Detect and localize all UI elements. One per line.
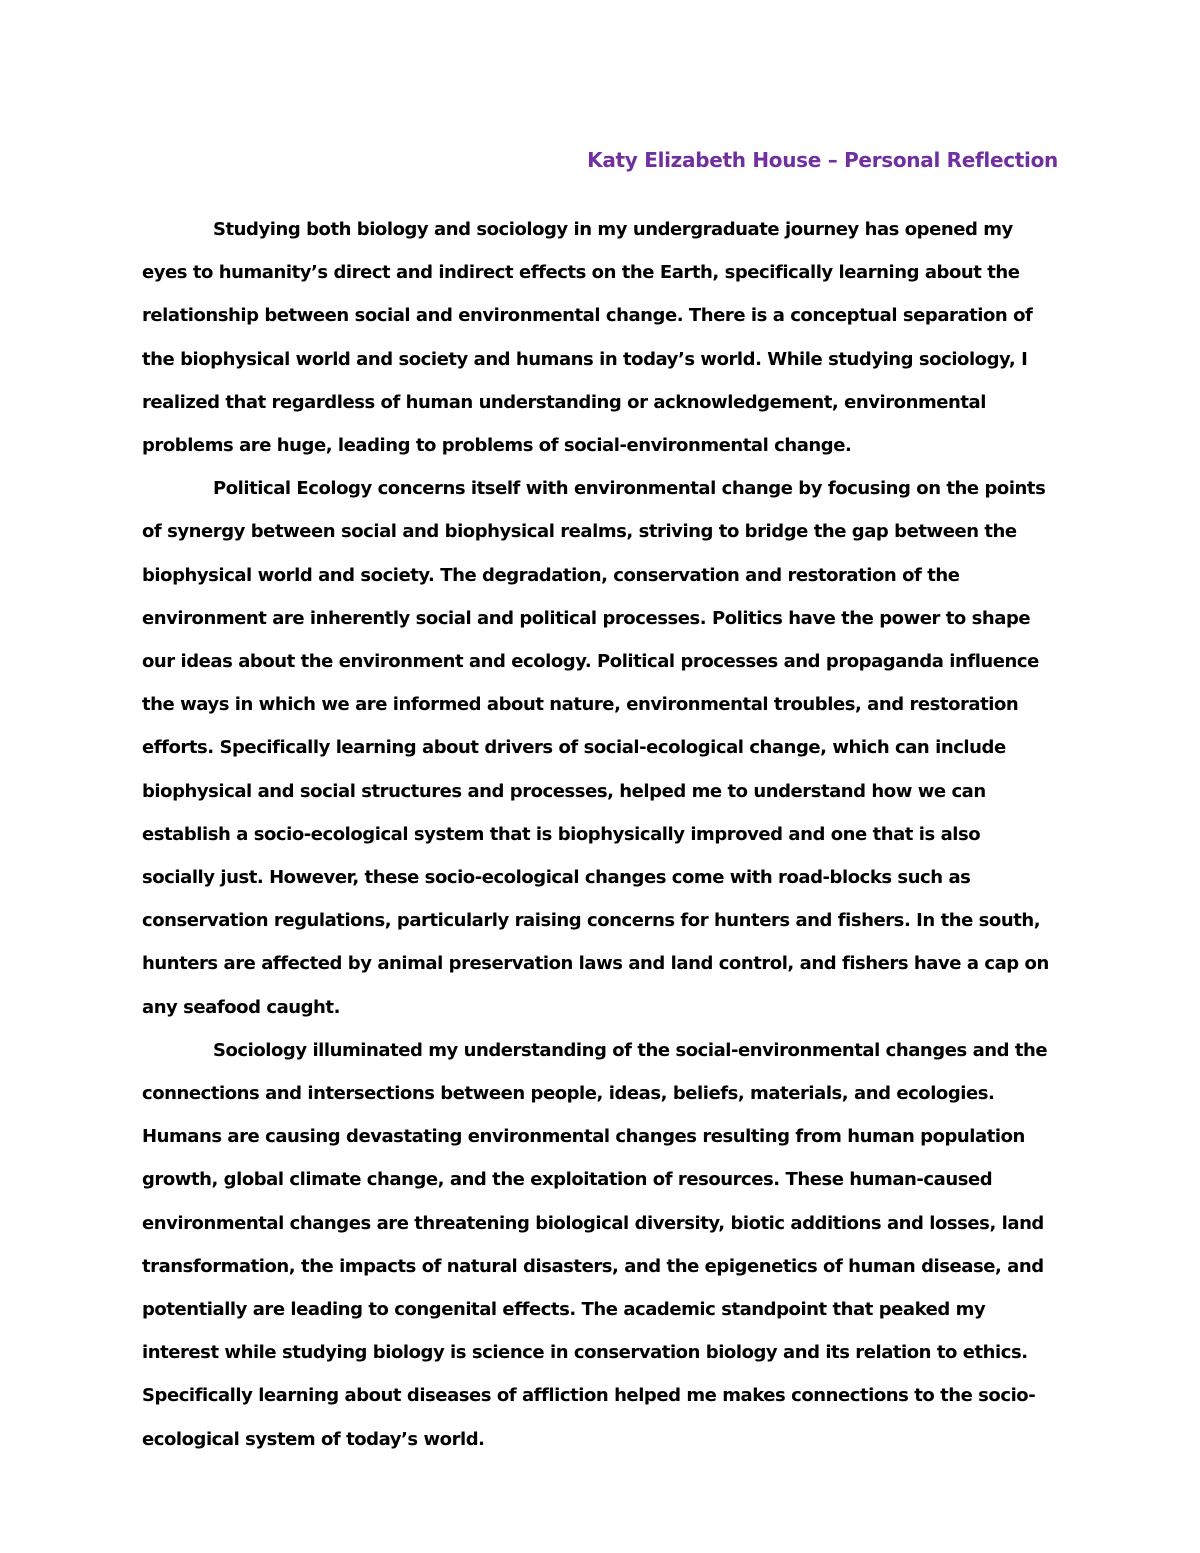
- document-title: Katy Elizabeth House – Personal Reflection: [587, 148, 1058, 172]
- paragraph-1: Studying both biology and sociology in my undergraduate journey has opened my eyes to humanity’s direct and indirect effects on the Earth, specifically learning about the relationship between social and environmental change. There is a conceptual separation of the biophysical world and society and humans in today’s world. While studying sociology, I realized that regardless of human understanding or acknowledgement, environmental problems are huge, leading to problems of social-environmental change.: [142, 219, 1033, 457]
- paragraph-2: Political Ecology concerns itself with environmental change by focusing on the points of synergy between social and biophysical realms, striving to bridge the gap between the biophysical world and society. The degradation, conservation and restoration of the environment are inherently social and political processes. Politics have the power to shape our ideas about the environment and ecology. Political processes and propaganda influence the ways in which we are informed about nature, environmental troubles, and restoration efforts. Specifically learning about drivers of social-ecological change, which can include biophysical and social structures and processes, helped me to understand how we can establish a socio-ecological system that is biophysically improved and one that is also socially just. However, these socio-ecological changes come with road-blocks such as conservation regulations, particularly raising concerns for hunters and fishers. In the south, hunters are affected by animal preservation laws and land control, and fishers have a cap on any seafood caught.: [142, 478, 1049, 1018]
- document-body: [142, 208, 1058, 1461]
- paragraph-3: Sociology illuminated my understanding of the social-environmental changes and the connections and intersections between people, ideas, beliefs, materials, and ecologies. Humans are causing devastating environmental changes resulting from human population growth, global climate change, and the exploitation of resources. These human-caused environmental changes are threatening biological diversity, biotic additions and losses, land transformation, the impacts of natural disasters, and the epigenetics of human disease, and potentially are leading to congenital effects. The academic standpoint that peaked my interest while studying biology is science in conservation biology and its relation to ethics. Specifically learning about diseases of affliction helped me makes connections to the socio-ecological system of today’s world.: [142, 1039, 1048, 1450]
